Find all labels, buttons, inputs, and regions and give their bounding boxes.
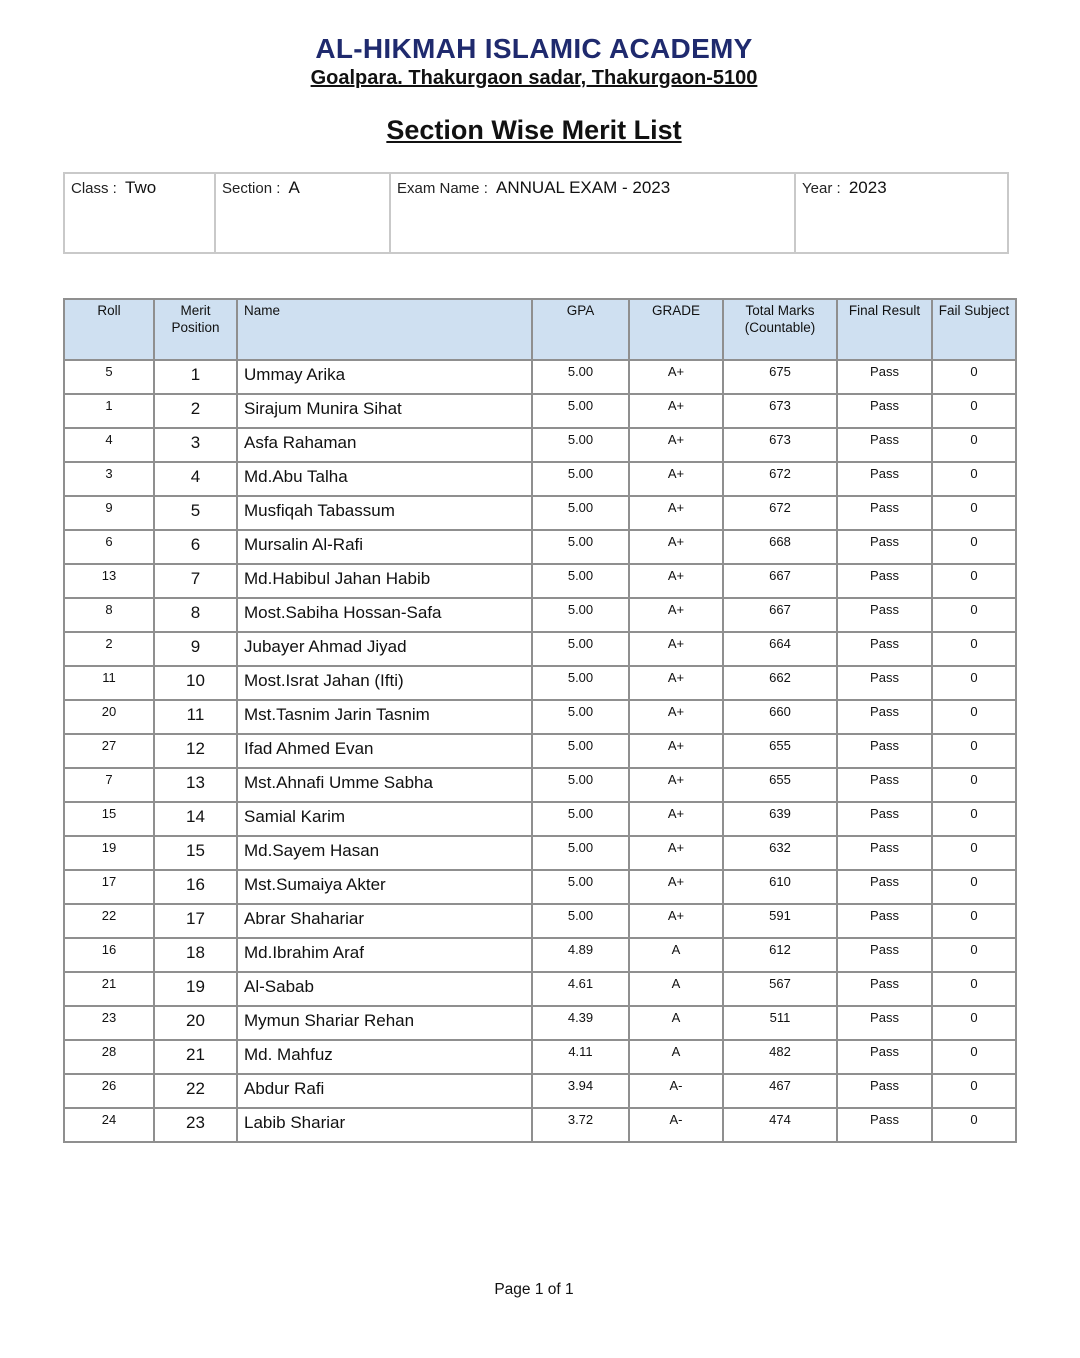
table-row bbox=[64, 700, 1016, 734]
roll-cell: 28 bbox=[64, 1040, 154, 1074]
student-name-cell: Md.Abu Talha bbox=[237, 462, 532, 496]
merit-position-cell: 8 bbox=[154, 598, 237, 632]
fail-subject-cell: 0 bbox=[932, 1108, 1016, 1142]
grade-cell: A+ bbox=[629, 462, 723, 496]
header-roll: Roll bbox=[64, 299, 154, 360]
student-name-cell: Musfiqah Tabassum bbox=[237, 496, 532, 530]
fail-subject-cell: 0 bbox=[932, 598, 1016, 632]
merit-position-cell: 12 bbox=[154, 734, 237, 768]
roll-cell: 16 bbox=[64, 938, 154, 972]
student-name-cell: Md. Mahfuz bbox=[237, 1040, 532, 1074]
table-row bbox=[64, 1074, 1016, 1108]
gpa-cell: 4.39 bbox=[532, 1006, 629, 1040]
table-row bbox=[64, 564, 1016, 598]
exam-value: ANNUAL EXAM - 2023 bbox=[496, 178, 671, 197]
fail-subject-cell: 0 bbox=[932, 428, 1016, 462]
final-result-cell: Pass bbox=[837, 938, 932, 972]
final-result-cell: Pass bbox=[837, 1074, 932, 1108]
final-result-cell: Pass bbox=[837, 700, 932, 734]
grade-cell: A+ bbox=[629, 428, 723, 462]
final-result-cell: Pass bbox=[837, 768, 932, 802]
fail-subject-cell: 0 bbox=[932, 768, 1016, 802]
total-marks-cell: 660 bbox=[723, 700, 837, 734]
table-row bbox=[64, 394, 1016, 428]
merit-position-cell: 15 bbox=[154, 836, 237, 870]
gpa-cell: 5.00 bbox=[532, 768, 629, 802]
final-result-cell: Pass bbox=[837, 1040, 932, 1074]
gpa-cell: 4.61 bbox=[532, 972, 629, 1006]
total-marks-cell: 668 bbox=[723, 530, 837, 564]
student-name-cell: Md.Ibrahim Araf bbox=[237, 938, 532, 972]
final-result-cell: Pass bbox=[837, 1006, 932, 1040]
roll-cell: 3 bbox=[64, 462, 154, 496]
header-grade: GRADE bbox=[629, 299, 723, 360]
final-result-cell: Pass bbox=[837, 394, 932, 428]
total-marks-cell: 672 bbox=[723, 496, 837, 530]
total-marks-cell: 474 bbox=[723, 1108, 837, 1142]
roll-cell: 7 bbox=[64, 768, 154, 802]
total-marks-cell: 610 bbox=[723, 870, 837, 904]
gpa-cell: 5.00 bbox=[532, 598, 629, 632]
table-row bbox=[64, 938, 1016, 972]
final-result-cell: Pass bbox=[837, 972, 932, 1006]
gpa-cell: 5.00 bbox=[532, 904, 629, 938]
student-name-cell: Sirajum Munira Sihat bbox=[237, 394, 532, 428]
document-title: Section Wise Merit List bbox=[386, 115, 682, 145]
merit-position-cell: 19 bbox=[154, 972, 237, 1006]
merit-list-table bbox=[63, 298, 1017, 1143]
table-row bbox=[64, 870, 1016, 904]
table-row bbox=[64, 836, 1016, 870]
merit-position-cell: 10 bbox=[154, 666, 237, 700]
gpa-cell: 5.00 bbox=[532, 802, 629, 836]
table-row bbox=[64, 360, 1016, 394]
student-name-cell: Mst.Tasnim Jarin Tasnim bbox=[237, 700, 532, 734]
student-name-cell: Mymun Shariar Rehan bbox=[237, 1006, 532, 1040]
fail-subject-cell: 0 bbox=[932, 734, 1016, 768]
total-marks-cell: 467 bbox=[723, 1074, 837, 1108]
merit-position-cell: 3 bbox=[154, 428, 237, 462]
grade-cell: A+ bbox=[629, 904, 723, 938]
page-number: Page 1 of 1 bbox=[494, 1281, 574, 1298]
gpa-cell: 5.00 bbox=[532, 700, 629, 734]
table-row bbox=[64, 462, 1016, 496]
student-name-cell: Mst.Sumaiya Akter bbox=[237, 870, 532, 904]
final-result-cell: Pass bbox=[837, 870, 932, 904]
table-row bbox=[64, 496, 1016, 530]
grade-cell: A+ bbox=[629, 394, 723, 428]
merit-position-cell: 18 bbox=[154, 938, 237, 972]
student-name-cell: Ifad Ahmed Evan bbox=[237, 734, 532, 768]
fail-subject-cell: 0 bbox=[932, 632, 1016, 666]
student-name-cell: Labib Shariar bbox=[237, 1108, 532, 1142]
merit-table-body bbox=[64, 360, 1016, 1142]
student-name-cell: Ummay Arika bbox=[237, 360, 532, 394]
gpa-cell: 4.89 bbox=[532, 938, 629, 972]
merit-position-cell: 6 bbox=[154, 530, 237, 564]
final-result-cell: Pass bbox=[837, 802, 932, 836]
total-marks-cell: 662 bbox=[723, 666, 837, 700]
merit-position-cell: 2 bbox=[154, 394, 237, 428]
roll-cell: 1 bbox=[64, 394, 154, 428]
section-info bbox=[216, 174, 391, 252]
table-row bbox=[64, 904, 1016, 938]
student-name-cell: Asfa Rahaman bbox=[237, 428, 532, 462]
student-name-cell: Samial Karim bbox=[237, 802, 532, 836]
table-row bbox=[64, 428, 1016, 462]
total-marks-cell: 567 bbox=[723, 972, 837, 1006]
total-marks-cell: 612 bbox=[723, 938, 837, 972]
roll-cell: 5 bbox=[64, 360, 154, 394]
roll-cell: 23 bbox=[64, 1006, 154, 1040]
student-name-cell: Md.Sayem Hasan bbox=[237, 836, 532, 870]
fail-subject-cell: 0 bbox=[932, 1074, 1016, 1108]
exam-label: Exam Name : bbox=[397, 180, 488, 197]
fail-subject-cell: 0 bbox=[932, 836, 1016, 870]
student-name-cell: Md.Habibul Jahan Habib bbox=[237, 564, 532, 598]
grade-cell: A bbox=[629, 972, 723, 1006]
fail-subject-cell: 0 bbox=[932, 394, 1016, 428]
grade-cell: A+ bbox=[629, 666, 723, 700]
table-header-row bbox=[64, 299, 1016, 360]
fail-subject-cell: 0 bbox=[932, 564, 1016, 598]
grade-cell: A+ bbox=[629, 598, 723, 632]
fail-subject-cell: 0 bbox=[932, 904, 1016, 938]
year-info bbox=[796, 174, 1007, 252]
table-row bbox=[64, 1040, 1016, 1074]
merit-position-cell: 21 bbox=[154, 1040, 237, 1074]
final-result-cell: Pass bbox=[837, 666, 932, 700]
merit-position-cell: 14 bbox=[154, 802, 237, 836]
merit-position-cell: 9 bbox=[154, 632, 237, 666]
exam-info-box bbox=[63, 172, 1009, 254]
header-gpa: GPA bbox=[532, 299, 629, 360]
gpa-cell: 5.00 bbox=[532, 836, 629, 870]
fail-subject-cell: 0 bbox=[932, 870, 1016, 904]
fail-subject-cell: 0 bbox=[932, 1040, 1016, 1074]
roll-cell: 11 bbox=[64, 666, 154, 700]
fail-subject-cell: 0 bbox=[932, 1006, 1016, 1040]
fail-subject-cell: 0 bbox=[932, 700, 1016, 734]
final-result-cell: Pass bbox=[837, 462, 932, 496]
total-marks-cell: 639 bbox=[723, 802, 837, 836]
table-row bbox=[64, 1108, 1016, 1142]
gpa-cell: 5.00 bbox=[532, 734, 629, 768]
gpa-cell: 5.00 bbox=[532, 496, 629, 530]
student-name-cell: Most.Sabiha Hossan-Safa bbox=[237, 598, 532, 632]
fail-subject-cell: 0 bbox=[932, 938, 1016, 972]
merit-position-cell: 23 bbox=[154, 1108, 237, 1142]
header-fail-subject: Fail Subject bbox=[932, 299, 1016, 360]
roll-cell: 8 bbox=[64, 598, 154, 632]
table-row bbox=[64, 972, 1016, 1006]
roll-cell: 21 bbox=[64, 972, 154, 1006]
roll-cell: 13 bbox=[64, 564, 154, 598]
grade-cell: A+ bbox=[629, 734, 723, 768]
student-name-cell: Al-Sabab bbox=[237, 972, 532, 1006]
gpa-cell: 5.00 bbox=[532, 462, 629, 496]
merit-position-cell: 1 bbox=[154, 360, 237, 394]
final-result-cell: Pass bbox=[837, 428, 932, 462]
grade-cell: A+ bbox=[629, 836, 723, 870]
header-merit-position: Merit Position bbox=[154, 299, 237, 360]
grade-cell: A+ bbox=[629, 496, 723, 530]
fail-subject-cell: 0 bbox=[932, 530, 1016, 564]
table-row bbox=[64, 632, 1016, 666]
grade-cell: A+ bbox=[629, 870, 723, 904]
grade-cell: A+ bbox=[629, 802, 723, 836]
gpa-cell: 5.00 bbox=[532, 870, 629, 904]
school-address: Goalpara. Thakurgaon sadar, Thakurgaon-5100 bbox=[310, 67, 758, 89]
final-result-cell: Pass bbox=[837, 734, 932, 768]
total-marks-cell: 664 bbox=[723, 632, 837, 666]
roll-cell: 19 bbox=[64, 836, 154, 870]
fail-subject-cell: 0 bbox=[932, 666, 1016, 700]
exam-info bbox=[391, 174, 796, 252]
final-result-cell: Pass bbox=[837, 632, 932, 666]
year-label: Year : bbox=[802, 180, 841, 197]
total-marks-cell: 675 bbox=[723, 360, 837, 394]
total-marks-cell: 667 bbox=[723, 598, 837, 632]
merit-position-cell: 16 bbox=[154, 870, 237, 904]
roll-cell: 22 bbox=[64, 904, 154, 938]
table-row bbox=[64, 1006, 1016, 1040]
table-row bbox=[64, 768, 1016, 802]
table-row bbox=[64, 734, 1016, 768]
grade-cell: A bbox=[629, 938, 723, 972]
total-marks-cell: 655 bbox=[723, 768, 837, 802]
final-result-cell: Pass bbox=[837, 904, 932, 938]
grade-cell: A+ bbox=[629, 530, 723, 564]
gpa-cell: 5.00 bbox=[532, 564, 629, 598]
total-marks-cell: 511 bbox=[723, 1006, 837, 1040]
gpa-cell: 5.00 bbox=[532, 666, 629, 700]
fail-subject-cell: 0 bbox=[932, 972, 1016, 1006]
student-name-cell: Mst.Ahnafi Umme Sabha bbox=[237, 768, 532, 802]
merit-position-cell: 7 bbox=[154, 564, 237, 598]
total-marks-cell: 673 bbox=[723, 428, 837, 462]
gpa-cell: 5.00 bbox=[532, 428, 629, 462]
section-value: A bbox=[288, 178, 300, 197]
total-marks-cell: 672 bbox=[723, 462, 837, 496]
fail-subject-cell: 0 bbox=[932, 496, 1016, 530]
fail-subject-cell: 0 bbox=[932, 462, 1016, 496]
total-marks-cell: 632 bbox=[723, 836, 837, 870]
student-name-cell: Jubayer Ahmad Jiyad bbox=[237, 632, 532, 666]
roll-cell: 6 bbox=[64, 530, 154, 564]
gpa-cell: 5.00 bbox=[532, 632, 629, 666]
merit-position-cell: 17 bbox=[154, 904, 237, 938]
merit-position-cell: 20 bbox=[154, 1006, 237, 1040]
grade-cell: A+ bbox=[629, 632, 723, 666]
gpa-cell: 3.72 bbox=[532, 1108, 629, 1142]
final-result-cell: Pass bbox=[837, 564, 932, 598]
roll-cell: 4 bbox=[64, 428, 154, 462]
final-result-cell: Pass bbox=[837, 598, 932, 632]
grade-cell: A bbox=[629, 1006, 723, 1040]
header-name: Name bbox=[237, 299, 532, 360]
grade-cell: A+ bbox=[629, 360, 723, 394]
student-name-cell: Abrar Shahariar bbox=[237, 904, 532, 938]
final-result-cell: Pass bbox=[837, 530, 932, 564]
roll-cell: 15 bbox=[64, 802, 154, 836]
student-name-cell: Most.Israt Jahan (Ifti) bbox=[237, 666, 532, 700]
final-result-cell: Pass bbox=[837, 496, 932, 530]
roll-cell: 9 bbox=[64, 496, 154, 530]
table-row bbox=[64, 598, 1016, 632]
final-result-cell: Pass bbox=[837, 1108, 932, 1142]
class-label: Class : bbox=[71, 180, 117, 197]
year-value: 2023 bbox=[848, 178, 887, 197]
grade-cell: A+ bbox=[629, 768, 723, 802]
total-marks-cell: 482 bbox=[723, 1040, 837, 1074]
gpa-cell: 5.00 bbox=[532, 360, 629, 394]
total-marks-cell: 667 bbox=[723, 564, 837, 598]
roll-cell: 17 bbox=[64, 870, 154, 904]
header-final-result: Final Result bbox=[837, 299, 932, 360]
grade-cell: A- bbox=[629, 1074, 723, 1108]
roll-cell: 26 bbox=[64, 1074, 154, 1108]
merit-position-cell: 11 bbox=[154, 700, 237, 734]
header-total-marks: Total Marks (Countable) bbox=[723, 299, 837, 360]
class-info bbox=[65, 174, 216, 252]
table-row bbox=[64, 530, 1016, 564]
gpa-cell: 5.00 bbox=[532, 530, 629, 564]
roll-cell: 2 bbox=[64, 632, 154, 666]
merit-position-cell: 4 bbox=[154, 462, 237, 496]
final-result-cell: Pass bbox=[837, 360, 932, 394]
roll-cell: 27 bbox=[64, 734, 154, 768]
grade-cell: A bbox=[629, 1040, 723, 1074]
student-name-cell: Mursalin Al-Rafi bbox=[237, 530, 532, 564]
merit-position-cell: 5 bbox=[154, 496, 237, 530]
grade-cell: A+ bbox=[629, 564, 723, 598]
grade-cell: A- bbox=[629, 1108, 723, 1142]
merit-position-cell: 13 bbox=[154, 768, 237, 802]
table-row bbox=[64, 802, 1016, 836]
gpa-cell: 4.11 bbox=[532, 1040, 629, 1074]
table-row bbox=[64, 666, 1016, 700]
total-marks-cell: 673 bbox=[723, 394, 837, 428]
section-label: Section : bbox=[222, 180, 281, 197]
class-value: Two bbox=[125, 178, 157, 197]
roll-cell: 20 bbox=[64, 700, 154, 734]
fail-subject-cell: 0 bbox=[932, 360, 1016, 394]
grade-cell: A+ bbox=[629, 700, 723, 734]
final-result-cell: Pass bbox=[837, 836, 932, 870]
gpa-cell: 3.94 bbox=[532, 1074, 629, 1108]
school-name: AL-HIKMAH ISLAMIC ACADEMY bbox=[315, 33, 753, 64]
fail-subject-cell: 0 bbox=[932, 802, 1016, 836]
total-marks-cell: 591 bbox=[723, 904, 837, 938]
student-name-cell: Abdur Rafi bbox=[237, 1074, 532, 1108]
roll-cell: 24 bbox=[64, 1108, 154, 1142]
merit-position-cell: 22 bbox=[154, 1074, 237, 1108]
gpa-cell: 5.00 bbox=[532, 394, 629, 428]
total-marks-cell: 655 bbox=[723, 734, 837, 768]
